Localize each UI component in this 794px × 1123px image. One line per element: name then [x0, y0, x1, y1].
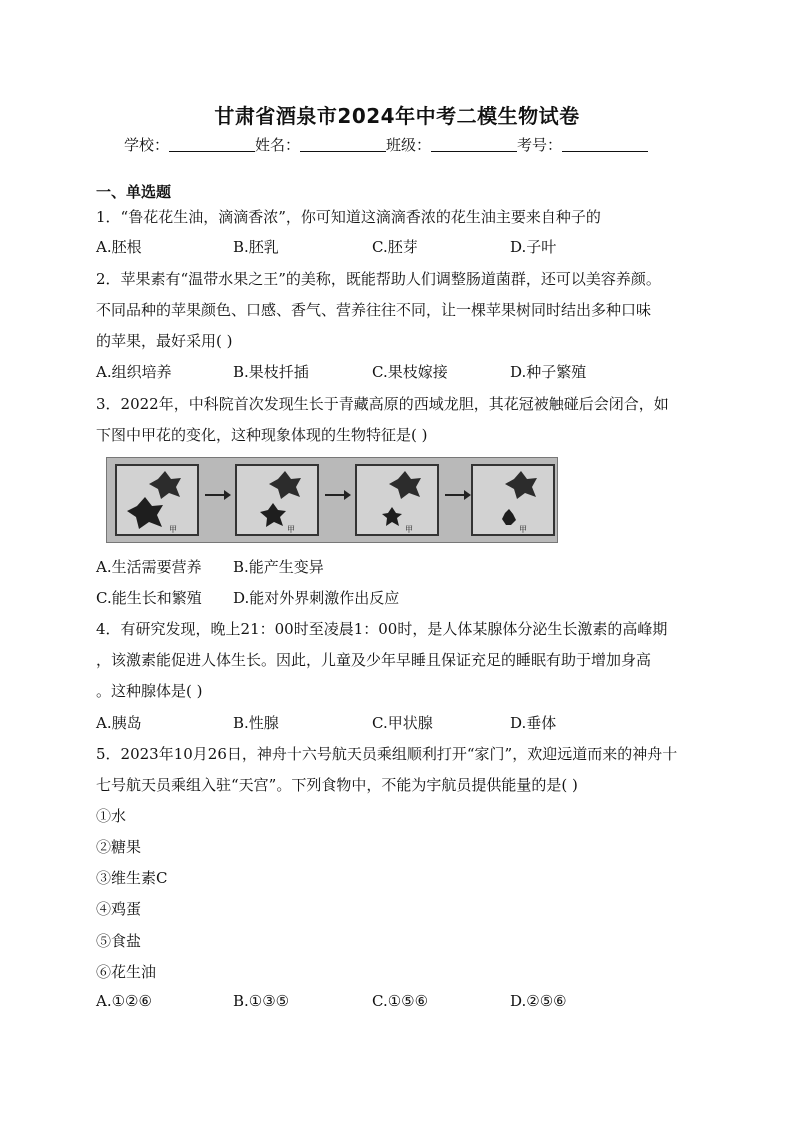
question-3-line-1: 3．2022年，中科院首次发现生长于青藏高原的西域龙胆，其花冠被触碰后会闭合，如: [96, 395, 669, 413]
option-b: B.果枝扦插: [233, 363, 309, 381]
option-c: C.果枝嫁接: [372, 363, 448, 381]
flower-icon: [259, 502, 287, 528]
flower-icon: [387, 470, 423, 500]
figure-frame-1: [115, 464, 199, 536]
option-a: A.胰岛: [96, 714, 142, 732]
figure-frame-4: [471, 464, 555, 536]
number-blank: [562, 137, 648, 152]
option-d: D.②⑤⑥: [510, 992, 567, 1010]
question-5-options: [96, 992, 716, 1012]
question-4-line-2: ，该激素能促进人体生长。因此，儿童及少年早睡且保证充足的睡眠有助于增加身高: [96, 651, 652, 669]
question-2-line-1: 2．苹果素有“温带水果之王”的美称，既能帮助人们调整肠道菌群，还可以美容养颜。: [96, 270, 661, 288]
flower-icon: [267, 470, 303, 500]
option-c: C.胚芽: [372, 238, 418, 256]
question-5-item-5: ⑤食盐: [96, 932, 142, 950]
option-b: B.①③⑤: [233, 992, 290, 1010]
option-d: D.能对外界刺激作出反应: [233, 589, 400, 607]
class-blank: [431, 137, 517, 152]
question-5-line-1: 5．2023年10月26日，神舟十六号航天员乘组顺利打开“家门”，欢迎远道而来的神舟十: [96, 745, 678, 763]
question-5-item-2: ②糖果: [96, 838, 142, 856]
figure-frame-2: [235, 464, 319, 536]
flower-icon: [503, 470, 539, 500]
arrow-icon: [205, 494, 229, 496]
option-d: D.种子繁殖: [510, 363, 587, 381]
class-label: 班级：: [386, 136, 432, 154]
flower-icon: [381, 506, 403, 528]
question-5-item-1: ①水: [96, 807, 127, 825]
arrow-icon: [325, 494, 349, 496]
option-d: D.子叶: [510, 238, 557, 256]
page-title: 甘肃省酒泉市2024年中考二模生物试卷: [214, 104, 580, 128]
question-5-item-4: ④鸡蛋: [96, 900, 142, 918]
question-5-item-3: ③维生素C: [96, 869, 168, 887]
figure-label-4: 甲: [519, 525, 527, 534]
question-5-line-2: 七号航天员乘组入驻“天宫”。下列食物中，不能为宇航员提供能量的是( ): [96, 776, 578, 794]
figure-label-3: 甲: [405, 525, 413, 534]
section-heading: 一、单选题: [96, 183, 172, 201]
option-c: C.①⑤⑥: [372, 992, 429, 1010]
question-4-line-3: 。这种腺体是( ): [96, 682, 203, 700]
student-info-line: [124, 134, 648, 155]
option-c: C.甲状腺: [372, 714, 433, 732]
arrow-icon: [445, 494, 469, 496]
figure-label-1: 甲: [169, 525, 177, 534]
flower-icon: [501, 508, 517, 526]
question-2-options: [96, 361, 716, 381]
figure-frame-3: [355, 464, 439, 536]
name-label: 姓名：: [255, 136, 301, 154]
number-label: 考号：: [517, 136, 563, 154]
gentian-flower-figure: [106, 457, 558, 543]
option-d: D.垂体: [510, 714, 557, 732]
name-blank: [300, 137, 386, 152]
school-label: 学校：: [124, 136, 170, 154]
option-a: A.胚根: [96, 238, 142, 256]
question-1-text: 1．“鲁花花生油，滴滴香浓”，你可知道这滴滴香浓的花生油主要来自种子的: [96, 208, 601, 226]
figure-label-2: 甲: [287, 525, 295, 534]
school-blank: [169, 137, 255, 152]
question-5-item-6: ⑥花生油: [96, 963, 157, 981]
question-3-options-row-2: [96, 587, 716, 607]
option-a: A.组织培养: [96, 363, 172, 381]
question-3-line-2: 下图中甲花的变化，这种现象体现的生物特征是( ): [96, 426, 428, 444]
flower-icon: [125, 496, 165, 530]
option-b: B.能产生变异: [233, 558, 324, 576]
question-2-line-2: 不同品种的苹果颜色、口感、香气、营养往往不同，让一棵苹果树同时结出多种口味: [96, 301, 652, 319]
question-1-options: [96, 236, 716, 256]
question-3-options-row-1: [96, 556, 716, 576]
question-4-line-1: 4．有研究发现，晚上21：00时至凌晨1：00时，是人体某腺体分泌生长激素的高峰期: [96, 620, 668, 638]
option-a: A.生活需要营养: [96, 558, 202, 576]
option-b: B.胚乳: [233, 238, 279, 256]
option-b: B.性腺: [233, 714, 279, 732]
question-2-line-3: 的苹果，最好采用( ): [96, 332, 233, 350]
question-4-options: [96, 712, 716, 732]
option-c: C.能生长和繁殖: [96, 589, 202, 607]
option-a: A.①②⑥: [96, 992, 152, 1010]
